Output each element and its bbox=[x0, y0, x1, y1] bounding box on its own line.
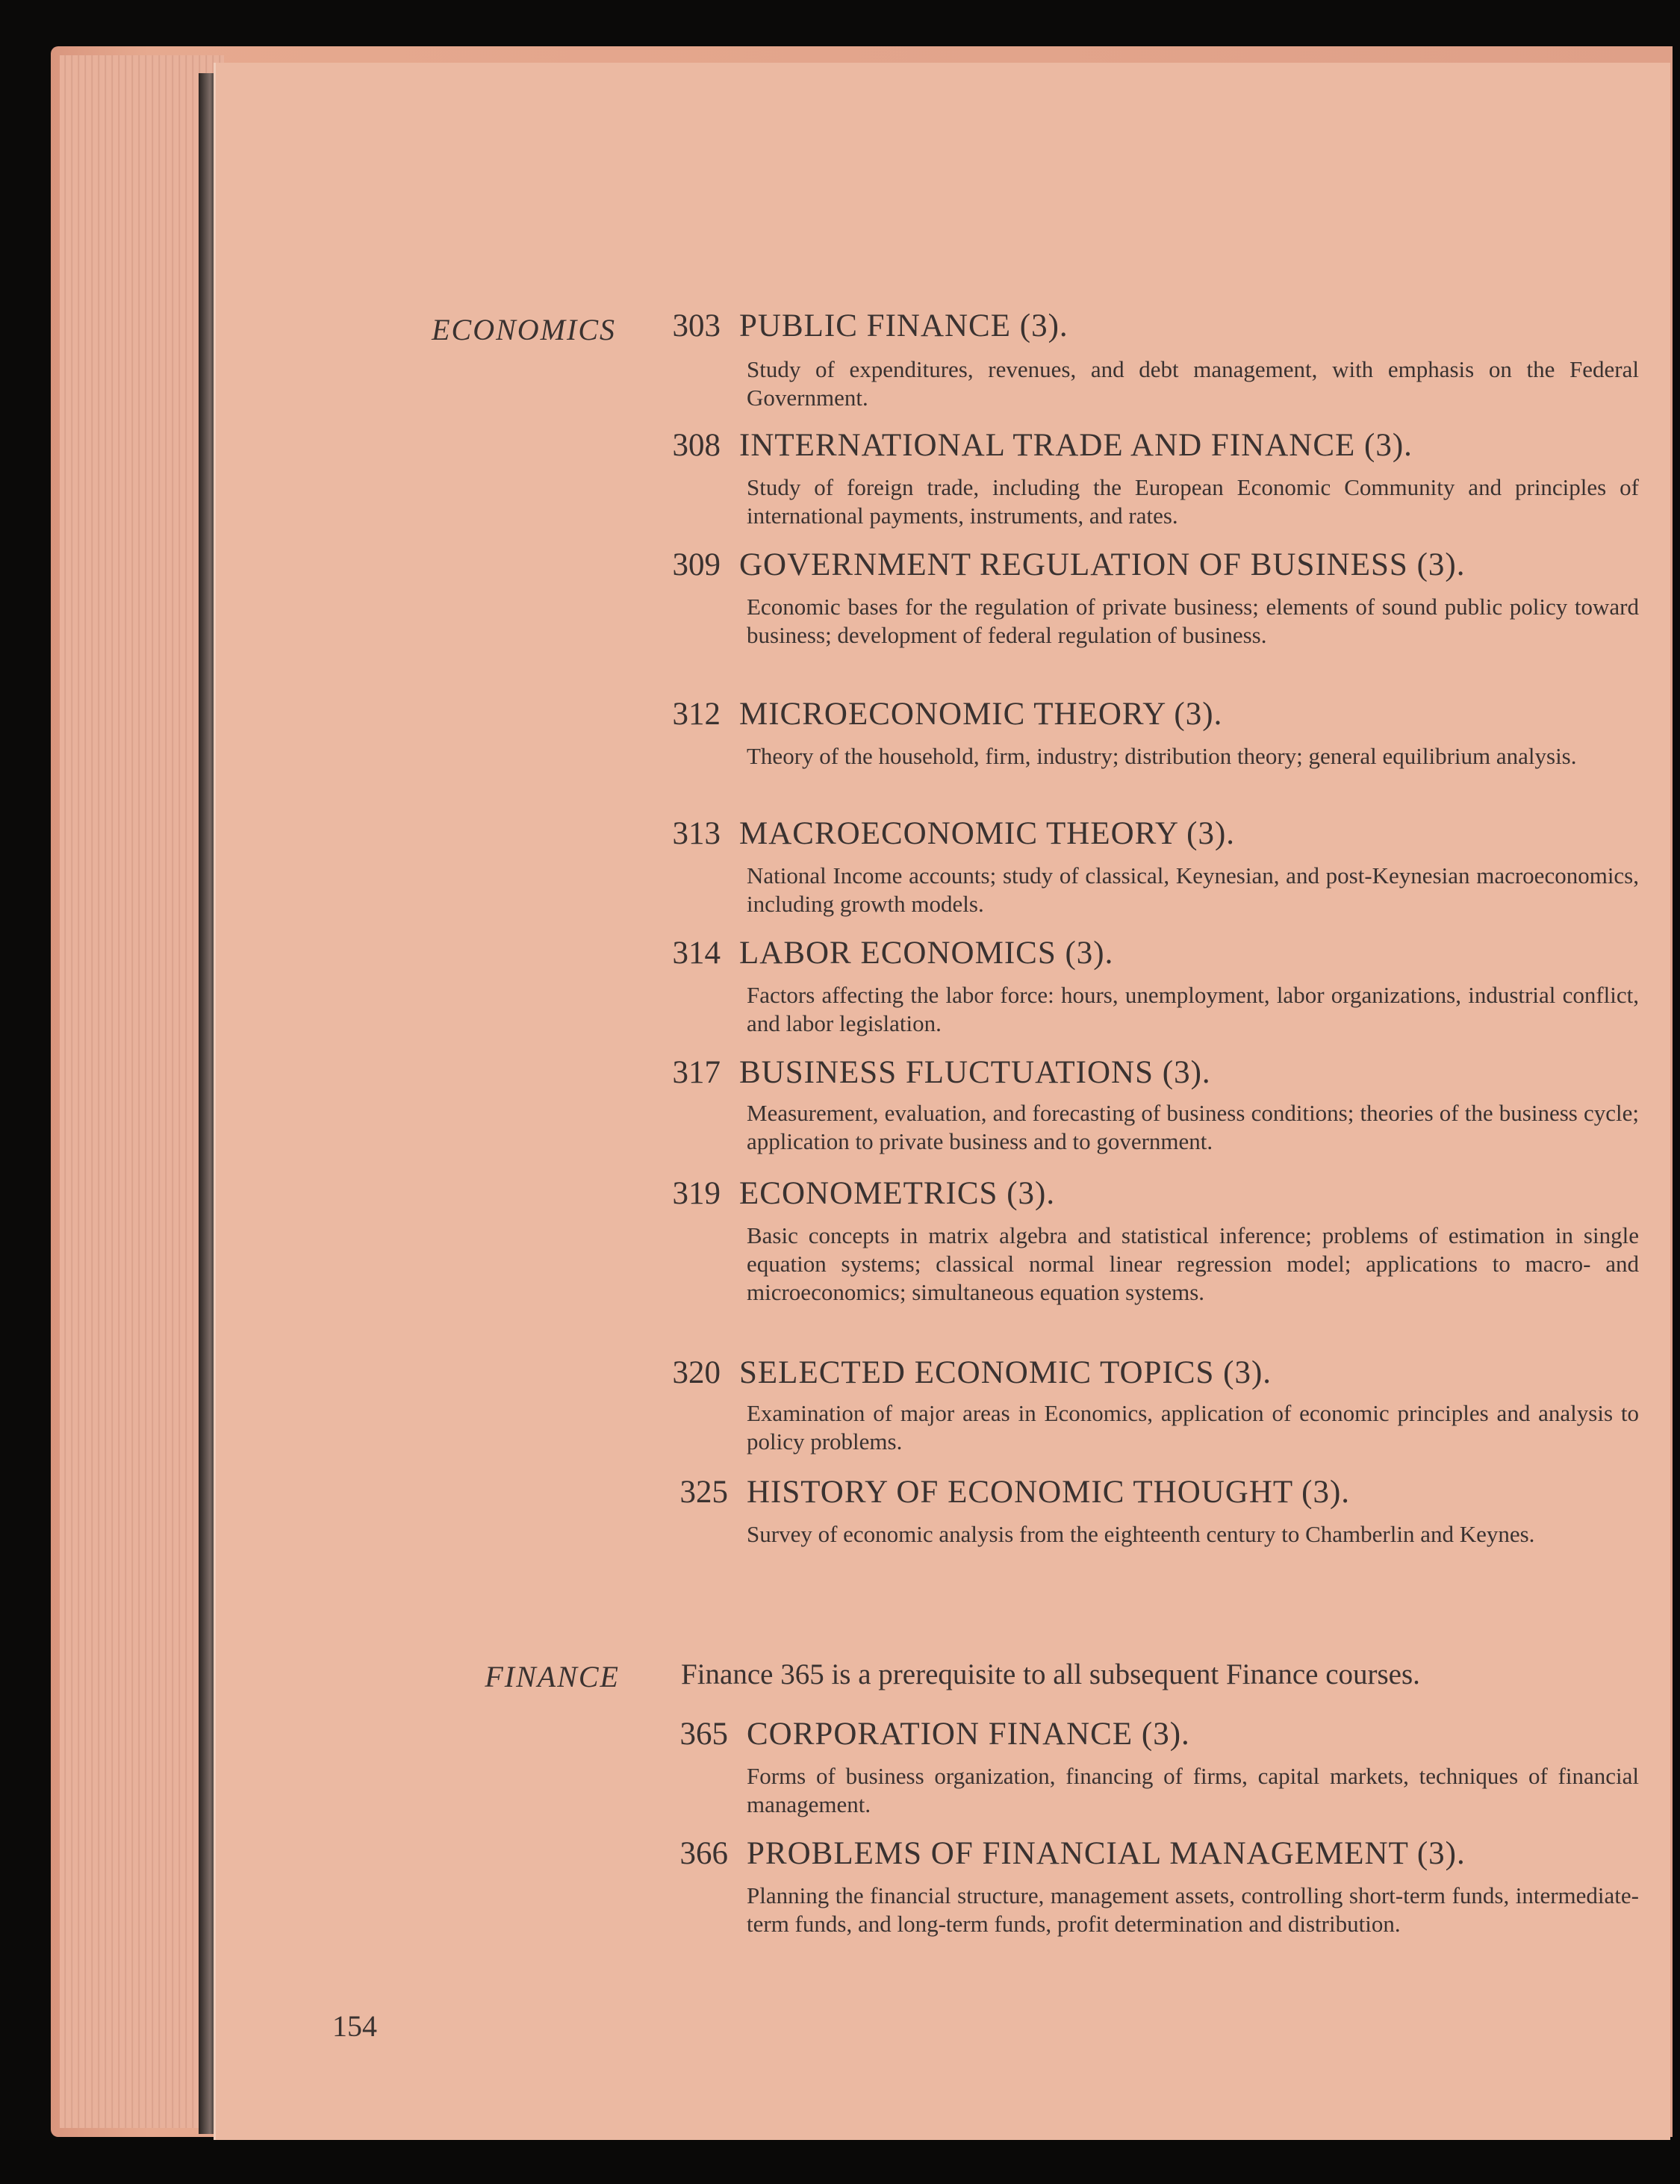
course-title: GOVERNMENT REGULATION OF BUSINESS (3). bbox=[739, 547, 1466, 582]
course-description: National Income accounts; study of classical, Keynesian, and post-Keynesian macroeconomics, including growth models. bbox=[747, 862, 1639, 917]
course-title: BUSINESS FLUCTUATIONS (3). bbox=[739, 1055, 1211, 1090]
course-title: LABOR ECONOMICS (3). bbox=[739, 936, 1114, 971]
course-number: 366 bbox=[679, 1836, 728, 1871]
course-number: 365 bbox=[679, 1717, 728, 1752]
finance-intro: Finance 365 is a prerequisite to all subsequent Finance courses. bbox=[681, 1658, 1420, 1690]
course-title: MICROECONOMIC THEORY (3). bbox=[739, 697, 1223, 732]
scan-background bbox=[0, 2140, 1680, 2184]
course-number: 317 bbox=[672, 1055, 721, 1090]
course-number: 320 bbox=[672, 1355, 721, 1390]
page-number: 154 bbox=[332, 2009, 377, 2043]
course-number: 312 bbox=[672, 697, 721, 732]
course-title: PUBLIC FINANCE (3). bbox=[739, 308, 1068, 343]
section-label-finance: FINANCE bbox=[485, 1660, 620, 1693]
course-title: MACROECONOMIC THEORY (3). bbox=[739, 816, 1236, 851]
course-description: Economic bases for the regulation of private business; elements of sound public policy toward business; development of federal regulation of business. bbox=[747, 594, 1639, 648]
course-title: HISTORY OF ECONOMIC THOUGHT (3). bbox=[747, 1475, 1351, 1510]
course-description: Forms of business organization, financing of firms, capital markets, techniques of financial management. bbox=[747, 1763, 1639, 1817]
course-description: Study of foreign trade, including the European Economic Community and principles of international payments, instruments, and rates. bbox=[747, 474, 1639, 529]
course-description: Theory of the household, firm, industry; distribution theory; general equilibrium analysis. bbox=[747, 743, 1577, 769]
course-description: Measurement, evaluation, and forecasting of business conditions; theories of the business cycle; application to private business and to government. bbox=[747, 1100, 1639, 1154]
course-title: PROBLEMS OF FINANCIAL MANAGEMENT (3). bbox=[747, 1836, 1466, 1871]
course-description: Survey of economic analysis from the eighteenth century to Chamberlin and Keynes. bbox=[747, 1521, 1535, 1547]
course-number: 308 bbox=[672, 428, 721, 463]
section-label-economics: ECONOMICS bbox=[432, 313, 616, 346]
course-description: Basic concepts in matrix algebra and statistical inference; problems of estimation in single equation systems; classical normal linear regression model; applications to macro- and microeconomics; simultaneous equation systems. bbox=[747, 1222, 1639, 1305]
course-title: SELECTED ECONOMIC TOPICS (3). bbox=[739, 1355, 1272, 1390]
course-number: 309 bbox=[672, 547, 721, 582]
course-number: 314 bbox=[672, 936, 721, 971]
course-number: 325 bbox=[679, 1475, 728, 1510]
course-number: 303 bbox=[672, 308, 721, 343]
spine-shadow bbox=[199, 73, 215, 2134]
course-number: 319 bbox=[672, 1176, 721, 1211]
course-title: ECONOMETRICS (3). bbox=[739, 1176, 1056, 1211]
course-title: CORPORATION FINANCE (3). bbox=[747, 1717, 1190, 1752]
course-description: Factors affecting the labor force: hours, unemployment, labor organizations, industrial conflict, and labor legislation. bbox=[747, 982, 1639, 1036]
course-description: Planning the financial structure, management assets, controlling short-term funds, intermediate-term funds, and long-term funds, profit determination and distribution. bbox=[747, 1882, 1639, 1937]
course-title: INTERNATIONAL TRADE AND FINANCE (3). bbox=[739, 428, 1413, 463]
course-description: Study of expenditures, revenues, and debt management, with emphasis on the Federal Government. bbox=[747, 356, 1639, 411]
course-number: 313 bbox=[672, 816, 721, 851]
course-description: Examination of major areas in Economics, application of economic principles and analysis to policy problems. bbox=[747, 1400, 1639, 1455]
